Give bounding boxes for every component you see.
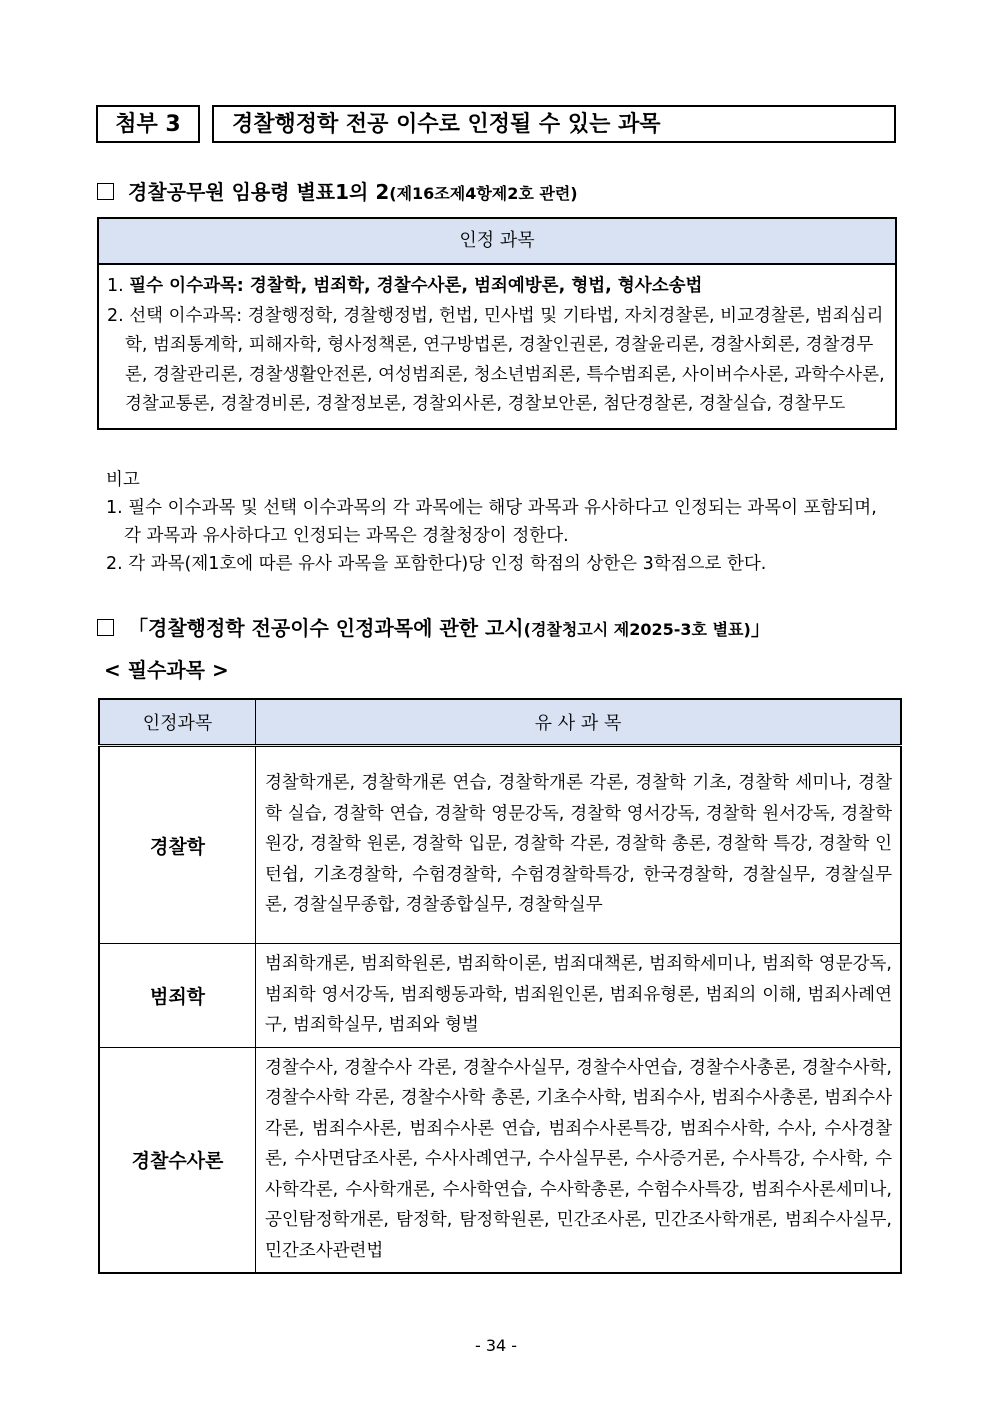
required-subjects-subheading: < 필수과목 > [104, 658, 229, 682]
note-item: 1. 필수 이수과목 및 선택 이수과목의 각 과목에는 해당 과목과 유사하다고 인정되는 과목이 포함되며, 각 과목과 유사하다고 인정되는 과목은 경찰청장이 정한다. [106, 498, 877, 546]
checkbox-square-icon [97, 619, 114, 636]
title-bar [96, 105, 896, 145]
column-header-subject: 인정과목 [99, 699, 256, 746]
required-label: 필수 이수과목 [129, 276, 237, 296]
checkbox-square-icon [97, 183, 114, 200]
page-title: 경찰행정학 전공 이수로 인정될 수 있는 과목 [212, 105, 896, 143]
subject-cell: 범죄학 [99, 944, 256, 1048]
section1-heading [97, 178, 578, 208]
column-header-similar: 유 사 과 목 [256, 699, 902, 746]
required-subjects: : 경찰학, 범죄학, 경찰수사론, 범죄예방론, 형법, 형사소송법 [236, 276, 703, 296]
similar-subjects-cell: 경찰수사, 경찰수사 각론, 경찰수사실무, 경찰수사연습, 경찰수사총론, 경찰수사학, 경찰수사학 각론, 경찰수사학 총론, 기초수사학, 범죄수사, 범죄수사총론, 범죄수사각론, 범죄수사론, 범죄수사론 연습, 범죄수사론특강, 범죄수사학, 수사, 수사경찰론, 수사면담조사론, 수사사례연구, 수사실무론, 수사증거론, 수사특강, 수사학, 수사학각론, 수사학개론, 수사학연습, 수사학총론, 수험수사특강, 범죄수사론세미나, 공인탐정학개론, 탐정학, 탐정학원론, 민간조사론, 민간조사학개론, 범죄수사실무, 민간조사관련법 [256, 1047, 902, 1273]
section2-heading-ref: (경찰청고시 제2025-3호 별표) [523, 620, 751, 639]
section2-heading-text: 「경찰행정학 전공이수 인정과목에 관한 고시 [128, 616, 524, 640]
table-header: 인정 과목 [99, 219, 895, 265]
list-number: 1. [107, 276, 130, 296]
table-header-row [99, 699, 901, 746]
table-row [99, 746, 901, 944]
list-item-required [107, 272, 885, 302]
similar-subjects-cell: 경찰학개론, 경찰학개론 연습, 경찰학개론 각론, 경찰학 기초, 경찰학 세미나, 경찰학 실습, 경찰학 연습, 경찰학 영문강독, 경찰학 영서강독, 경찰학 원서강독, 경찰학 원강, 경찰학 원론, 경찰학 입문, 경찰학 각론, 경찰학 총론, 경찰학 특강, 경찰학 인턴쉽, 기초경찰학, 수험경찰학, 수험경찰학특강, 한국경찰학, 경찰실무, 경찰실무론, 경찰실무종합, 경찰종합실무, 경찰학실무 [256, 746, 902, 944]
similar-subjects-cell: 범죄학개론, 범죄학원론, 범죄학이론, 범죄대책론, 범죄학세미나, 범죄학 영문강독, 범죄학 영서강독, 범죄행동과학, 범죄원인론, 범죄유형론, 범죄의 이해, 범죄사례연구, 범죄학실무, 범죄와 형벌 [256, 944, 902, 1048]
recognized-subjects-table [97, 217, 897, 430]
page-number: - 34 - [474, 1336, 518, 1355]
section2-heading-end: 」 [750, 616, 771, 640]
table-row [99, 944, 901, 1048]
table-row [99, 1047, 901, 1273]
table-body [99, 265, 895, 428]
similar-subjects-table [98, 698, 902, 1274]
attachment-tag: 첨부 3 [96, 105, 200, 143]
section1-heading-text: 경찰공무원 임용령 별표1의 2 [128, 180, 390, 204]
subject-cell: 경찰수사론 [99, 1047, 256, 1273]
notes-block [106, 466, 896, 578]
section2-heading [97, 614, 771, 644]
list-item-elective: 2. 선택 이수과목: 경찰행정학, 경찰행정법, 헌법, 민사법 및 기타법, 자치경찰론, 비교경찰론, 범죄심리학, 범죄통계학, 피해자학, 형사정책론, 연구방법론, 경찰인권론, 경찰윤리론, 경찰사회론, 경찰경무론, 경찰관리론, 경찰생활안전론, 여성범죄론, 청소년범죄론, 특수범죄론, 사이버수사론, 과학수사론, 경찰교통론, 경찰경비론, 경찰정보론, 경찰외사론, 경찰보안론, 첨단경찰론, 경찰실습, 경찰무도 [107, 305, 885, 414]
notes-title: 비고 [106, 470, 140, 490]
note-item: 2. 각 과목(제1호에 따른 유사 과목을 포함한다)당 인정 학점의 상한은 3학점으로 한다. [106, 554, 767, 574]
subject-cell: 경찰학 [99, 746, 256, 944]
section1-heading-ref: (제16조제4항제2호 관련) [389, 184, 578, 203]
